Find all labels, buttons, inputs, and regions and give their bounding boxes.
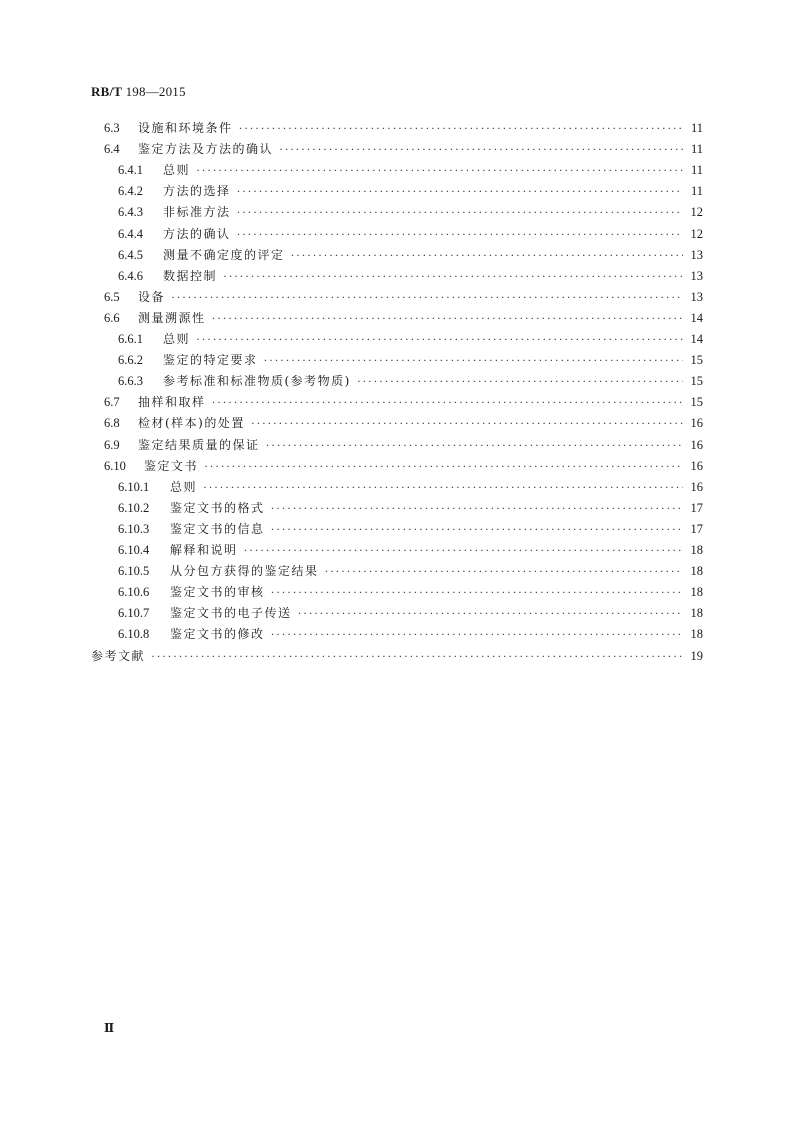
- toc-entry-title: 鉴定文书的电子传送: [170, 606, 292, 621]
- toc-entry-page: 14: [690, 332, 703, 346]
- toc-leader-dots: [203, 478, 683, 496]
- toc-entry[interactable]: [118, 330, 703, 348]
- toc-entry[interactable]: [118, 478, 703, 496]
- toc-entry-number: 6.4.5: [118, 247, 143, 262]
- toc-leader-dots: [325, 562, 683, 580]
- toc-entry[interactable]: [104, 393, 703, 411]
- toc-entry[interactable]: [118, 625, 703, 643]
- toc-entry[interactable]: [104, 309, 703, 327]
- toc-entry-page: 13: [690, 247, 703, 262]
- toc-entry-page: 11: [690, 184, 703, 199]
- toc-entry-page: 15: [690, 395, 703, 410]
- toc-entry-page: 16: [690, 416, 703, 431]
- toc-leader-dots: [204, 457, 683, 475]
- toc-leader-dots: [151, 647, 683, 665]
- toc-entry-title: 参考文献: [91, 648, 146, 663]
- toc-entry-page: 11: [690, 163, 703, 178]
- toc-entry-title: 鉴定的特定要求: [163, 353, 258, 368]
- toc-entry[interactable]: [118, 520, 703, 538]
- toc-entry-page: 12: [690, 205, 703, 220]
- toc-entry-number: 6.4.2: [118, 184, 143, 199]
- toc-entry[interactable]: [104, 436, 703, 454]
- toc-entry-page: 14: [690, 310, 703, 325]
- toc-leader-dots: [266, 436, 683, 454]
- toc-leader-dots: [251, 414, 683, 432]
- toc-leader-dots: [196, 330, 683, 348]
- toc-entry[interactable]: [118, 499, 703, 517]
- toc-entry-number: 6.4.1: [118, 163, 143, 178]
- toc-entry-number: 6.5: [104, 289, 120, 304]
- toc-entry-page: 13: [690, 268, 703, 283]
- toc-entry-title: 鉴定文书的修改: [170, 627, 265, 642]
- toc-entry-page: 17: [690, 521, 703, 536]
- toc-leader-dots: [212, 393, 683, 411]
- toc-entry-number: 6.10.3: [118, 521, 150, 536]
- toc-entry[interactable]: [91, 647, 703, 665]
- toc-entry-number: 6.10.1: [118, 479, 150, 494]
- toc-leader-dots: [298, 604, 683, 622]
- toc-entry-title: 鉴定文书: [144, 458, 199, 473]
- toc-leader-dots: [171, 288, 683, 306]
- toc-entry[interactable]: [118, 267, 703, 285]
- toc-entry-number: 6.3: [104, 121, 120, 135]
- toc-entry-number: 6.4: [104, 142, 120, 157]
- toc-entry-title: 方法的选择: [163, 184, 231, 199]
- toc-entry-number: 6.6.2: [118, 353, 143, 368]
- toc-entry-title: 鉴定结果质量的保证: [138, 437, 260, 452]
- toc-entry-page: 19: [690, 648, 703, 663]
- standard-code: RB/T: [91, 84, 123, 99]
- toc-leader-dots: [237, 182, 683, 200]
- toc-entry-title: 设备: [138, 289, 166, 304]
- toc-entry-number: 6.10.4: [118, 543, 150, 557]
- toc-entry-page: 17: [690, 500, 703, 515]
- toc-entry[interactable]: [104, 140, 703, 158]
- toc-leader-dots: [271, 520, 683, 538]
- toc-leader-dots: [212, 309, 683, 327]
- toc-leader-dots: [223, 267, 683, 285]
- toc-leader-dots: [279, 140, 683, 158]
- toc-leader-dots: [244, 541, 683, 559]
- toc-entry-page: 16: [690, 479, 703, 494]
- toc-entry[interactable]: [104, 288, 703, 306]
- toc-leader-dots: [271, 625, 683, 643]
- toc-entry-title: 参考标准和标准物质(参考物质): [163, 374, 351, 389]
- toc-entry-number: 6.6.3: [118, 374, 143, 389]
- toc-entry-page: 12: [690, 226, 703, 241]
- toc-entry-title: 总则: [163, 163, 191, 178]
- toc-entry-title: 检材(样本)的处置: [138, 416, 245, 431]
- toc-entry-title: 测量溯源性: [138, 310, 206, 325]
- toc-entry-page: 13: [690, 289, 703, 304]
- toc-leader-dots: [271, 583, 683, 601]
- toc-entry-title: 总则: [170, 479, 198, 494]
- toc-entry-title: 测量不确定度的评定: [163, 247, 285, 262]
- toc-entry[interactable]: [118, 372, 703, 390]
- toc-leader-dots: [291, 246, 683, 264]
- toc-entry-page: 15: [690, 374, 703, 389]
- toc-entry[interactable]: [118, 225, 703, 243]
- page-number: Ⅱ: [104, 1021, 115, 1035]
- toc-entry-page: 16: [690, 437, 703, 452]
- toc-entry-title: 鉴定文书的格式: [170, 500, 265, 515]
- toc-entry[interactable]: [104, 457, 703, 475]
- toc-entry-number: 6.10.6: [118, 585, 150, 600]
- toc-entry-number: 6.6.1: [118, 332, 143, 346]
- toc-entry-number: 6.4.4: [118, 226, 143, 241]
- document-header: [91, 84, 186, 100]
- toc-entry-number: 6.4.3: [118, 205, 143, 220]
- toc-entry-title: 非标准方法: [163, 205, 231, 220]
- toc-entry[interactable]: [118, 351, 703, 369]
- toc-entry-page: 18: [690, 585, 703, 600]
- toc-entry-page: 18: [690, 627, 703, 642]
- toc-entry-title: 总则: [163, 332, 191, 346]
- toc-entry-number: 6.6: [104, 310, 120, 325]
- toc-entry[interactable]: [118, 161, 703, 179]
- toc-entry-title: 鉴定方法及方法的确认: [138, 142, 274, 157]
- toc-entry-page: 18: [690, 564, 703, 579]
- toc-entry-title: 鉴定文书的信息: [170, 521, 265, 536]
- toc-entry-page: 18: [690, 543, 703, 557]
- toc-entry-title: 数据控制: [163, 268, 218, 283]
- toc-entry-page: 11: [690, 142, 703, 157]
- toc-entry[interactable]: [118, 203, 703, 221]
- toc-entry-page: 15: [690, 353, 703, 368]
- toc-entry-title: 解释和说明: [170, 543, 238, 557]
- toc-entry-title: 鉴定文书的审核: [170, 585, 265, 600]
- toc-entry-page: 18: [690, 606, 703, 621]
- toc-entry-title: 设施和环境条件: [138, 121, 233, 135]
- toc-entry-number: 6.8: [104, 416, 120, 431]
- toc-leader-dots: [237, 225, 683, 243]
- toc-entry-number: 6.10.5: [118, 564, 150, 579]
- toc-entry[interactable]: [118, 562, 703, 580]
- toc-entry[interactable]: [118, 541, 703, 559]
- toc-leader-dots: [196, 161, 683, 179]
- toc-entry-number: 6.9: [104, 437, 120, 452]
- standard-number: 198—2015: [125, 84, 186, 99]
- toc-leader-dots: [271, 499, 683, 517]
- toc-leader-dots: [239, 119, 683, 137]
- toc-entry-number: 6.10.8: [118, 627, 150, 642]
- toc-entry-number: 6.10: [104, 458, 126, 473]
- toc-entry[interactable]: [118, 182, 703, 200]
- toc-entry-title: 抽样和取样: [138, 395, 206, 410]
- toc-entry[interactable]: [118, 246, 703, 264]
- toc-entry-number: 6.10.7: [118, 606, 150, 621]
- toc-entry-number: 6.7: [104, 395, 120, 410]
- toc-entry[interactable]: [118, 583, 703, 601]
- toc-leader-dots: [357, 372, 683, 390]
- toc-entry[interactable]: [104, 119, 703, 137]
- toc-entry-title: 方法的确认: [163, 226, 231, 241]
- toc-entry-page: 16: [690, 458, 703, 473]
- toc-entry-number: 6.4.6: [118, 268, 143, 283]
- toc-entry-title: 从分包方获得的鉴定结果: [170, 564, 319, 579]
- toc-entry-number: 6.10.2: [118, 500, 150, 515]
- toc-leader-dots: [264, 351, 683, 369]
- toc-entry[interactable]: [104, 414, 703, 432]
- toc-entry-page: 11: [690, 121, 703, 135]
- toc-entry[interactable]: [118, 604, 703, 622]
- toc-leader-dots: [237, 203, 683, 221]
